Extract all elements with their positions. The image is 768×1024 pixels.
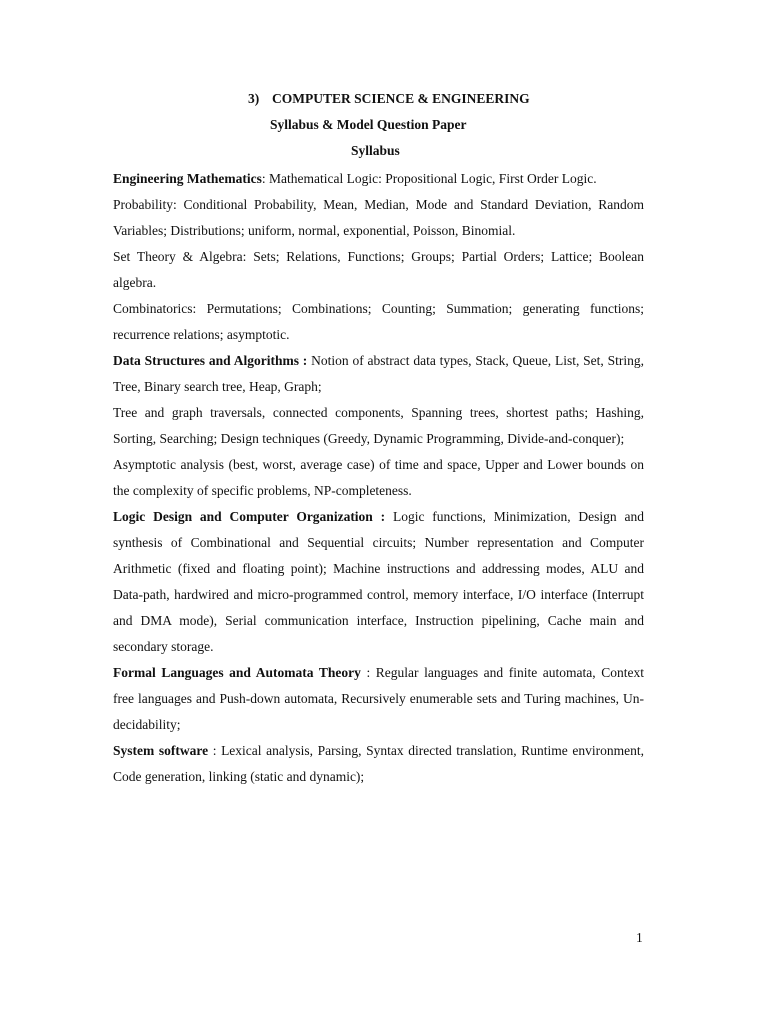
paragraph-asymptotic [113, 452, 644, 504]
paragraph-system-software [113, 738, 644, 790]
section-number: 3) [248, 91, 260, 106]
paragraph-lead: Logic Design and Computer Organization : [113, 509, 386, 524]
paragraph-text: Set Theory & Algebra: Sets; Relations, Functions; Groups; Partial Orders; Lattice; Boolean algebra. [113, 249, 644, 290]
paragraph-text: Notion of abstract data types, Stack, Queue, List, Set, String, Tree, Binary search tree, Heap, Graph; [113, 353, 644, 394]
paragraph-set-theory [113, 244, 644, 296]
paragraph-logic-design [113, 504, 644, 660]
section-title: COMPUTER SCIENCE & ENGINEERING [272, 91, 530, 106]
page-number: 1 [636, 930, 643, 945]
paragraph-formal-languages [113, 660, 644, 738]
paragraph-lead: Engineering Mathematics [113, 171, 262, 186]
paragraph-text: : Regular languages and finite automata, Context free languages and Push-down automata, Recursively enumerable sets and Turing machines, Un-decidability; [113, 665, 644, 732]
paragraph-probability [113, 192, 644, 244]
paragraph-lead: System software [113, 743, 209, 758]
paragraph-text: : Lexical analysis, Parsing, Syntax directed translation, Runtime environment, Code generation, linking (static and dynamic); [113, 743, 644, 784]
paragraph-lead: Data Structures and Algorithms : [113, 353, 308, 368]
paragraph-text: Probability: Conditional Probability, Mean, Median, Mode and Standard Deviation, Random Variables; Distributions; uniform, normal, exponential, Poisson, Binomial. [113, 197, 644, 238]
paragraph-text: Tree and graph traversals, connected components, Spanning trees, shortest paths; Hashing, Sorting, Searching; Design techniques (Greedy, Dynamic Programming, Divide-and-conquer); [113, 405, 644, 446]
paragraph-text: : Mathematical Logic: Propositional Logic, First Order Logic. [261, 171, 597, 186]
paragraph-combinatorics [113, 296, 644, 348]
paragraph-engineering-mathematics [113, 166, 644, 192]
syllabus-body [113, 166, 644, 790]
paragraph-text: Asymptotic analysis (best, worst, average case) of time and space, Upper and Lower bounds on the complexity of specific problems, NP-completeness. [113, 457, 644, 498]
syllabus-heading: Syllabus [351, 143, 400, 158]
paragraph-data-structures [113, 348, 644, 400]
paragraph-text: Logic functions, Minimization, Design and synthesis of Combinational and Sequential circuits; Number representation and Computer Arithmetic (fixed and floating point); Machine instructions and addressing modes, ALU and Data-path, hardwired and micro-programmed control, memory interface, I/O interface (Interrupt and DMA mode), Serial communication interface, Instruction pipelining, Cache main and secondary storage. [113, 509, 644, 654]
paragraph-lead: Formal Languages and Automata Theory [113, 665, 361, 680]
paragraph-tree-graph [113, 400, 644, 452]
paragraph-text: Combinatorics: Permutations; Combinations; Counting; Summation; generating functions; recurrence relations; asymptotic. [113, 301, 644, 342]
document-subtitle: Syllabus & Model Question Paper [270, 117, 467, 132]
